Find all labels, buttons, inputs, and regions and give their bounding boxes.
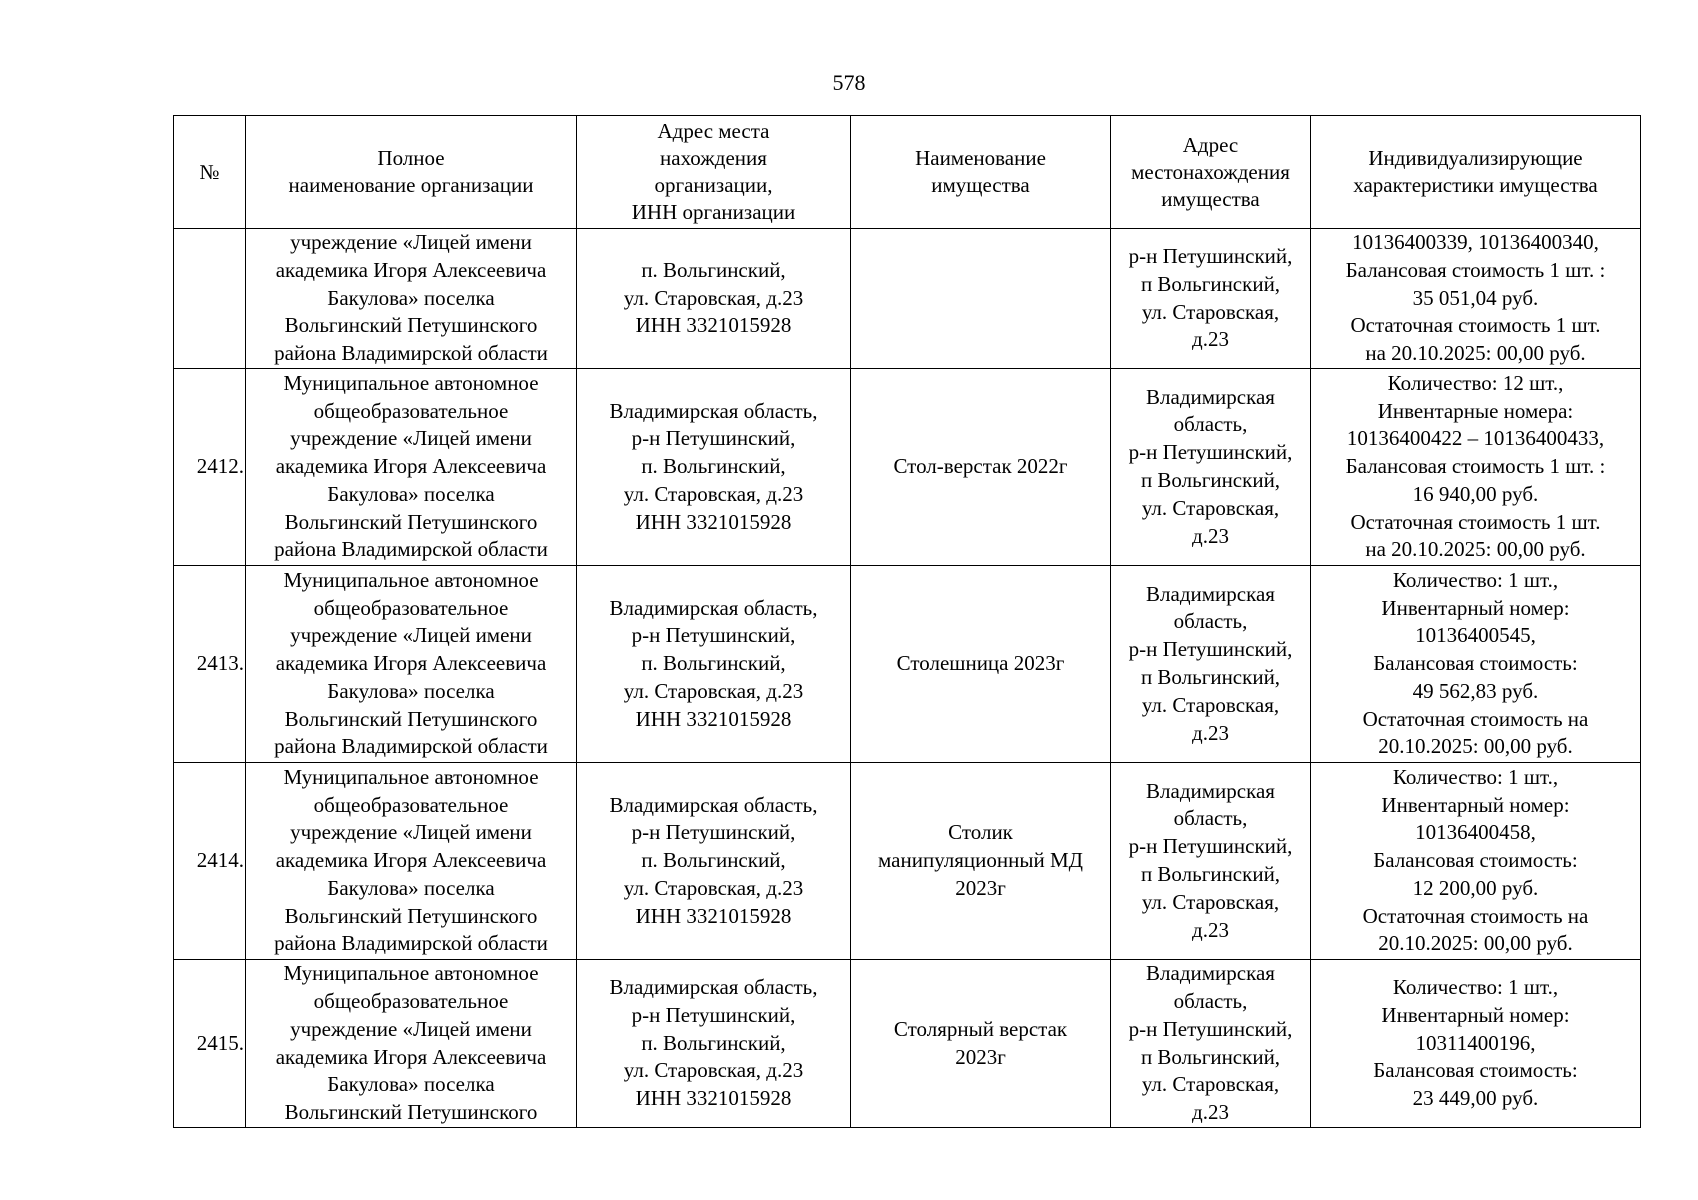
cell-line: нахождения [660, 146, 767, 170]
cell-line: область, [1173, 988, 1248, 1013]
cell-line: р-н Петушинский, [631, 426, 796, 451]
cell-line: д.23 [1192, 327, 1229, 352]
row-number: 2412. [174, 369, 246, 566]
organization-name-cell [246, 229, 577, 369]
organization-name-cell [246, 369, 577, 566]
cell-line: Остаточная стоимость на [1362, 706, 1589, 731]
cell-line: п. Вольгинский, [641, 848, 786, 873]
cell-line: ул. Старовская, [1141, 495, 1280, 520]
cell-line: манипуляционный МД [878, 848, 1083, 873]
cell-line: ИНН 3321015928 [635, 1086, 792, 1111]
property-registry-table [173, 115, 1641, 1128]
cell-line: учреждение «Лицей имени [290, 623, 532, 648]
cell-line: п Вольгинский, [1140, 1044, 1281, 1069]
cell-line: Владимирская [1146, 581, 1275, 606]
cell-line: Количество: 1 шт., [1392, 567, 1559, 592]
cell-line: Балансовая стоимость: [1373, 1058, 1578, 1083]
cell-line: 12 200,00 руб. [1412, 875, 1539, 900]
organization-address-cell [577, 763, 851, 960]
row-number [174, 229, 246, 369]
cell-line: учреждение «Лицей имени [290, 1016, 532, 1041]
cell-line: учреждение «Лицей имени [290, 820, 532, 845]
characteristics-cell [1311, 960, 1641, 1128]
row-number: 2413. [174, 566, 246, 763]
cell-line: Вольгинский Петушинского [284, 903, 538, 928]
cell-line: п. Вольгинский, [641, 1030, 786, 1055]
cell-line: Владимирская [1146, 384, 1275, 409]
cell-line: района Владимирской области [274, 341, 548, 366]
property-address-cell [1111, 763, 1311, 960]
cell-line: Вольгинский Петушинского [284, 509, 538, 534]
cell-line: ул. Старовская, д.23 [623, 1058, 804, 1083]
cell-line: д.23 [1192, 917, 1229, 942]
cell-line: организации, [654, 173, 773, 197]
cell-line: 10136400545, [1415, 623, 1536, 648]
cell-line: Индивидуализирующие [1368, 146, 1583, 170]
characteristics-cell [1311, 369, 1641, 566]
cell-line: Муниципальное автономное [283, 961, 539, 986]
table-row [174, 229, 1641, 369]
cell-line: ул. Старовская, [1141, 299, 1280, 324]
property-name-cell [851, 763, 1111, 960]
cell-line: Бакулова» поселка [327, 1072, 495, 1097]
table-row [174, 960, 1641, 1128]
property-name-cell [851, 960, 1111, 1128]
cell-line: ИНН 3321015928 [635, 313, 792, 338]
cell-line: Муниципальное автономное [283, 370, 539, 395]
cell-line: область, [1173, 412, 1248, 437]
characteristics-cell [1311, 229, 1641, 369]
cell-line: п Вольгинский, [1140, 271, 1281, 296]
cell-line: Бакулова» поселка [327, 481, 495, 506]
cell-line: Инвентарные номера: [1377, 398, 1574, 423]
cell-line: Балансовая стоимость 1 шт. : [1345, 454, 1606, 479]
cell-line: Стол-верстак 2022г [893, 454, 1068, 479]
row-number: 2415. [174, 960, 246, 1128]
organization-name-cell [246, 763, 577, 960]
cell-line: 20.10.2025: 00,00 руб. [1378, 931, 1573, 956]
cell-line: академика Игоря Алексеевича [275, 1044, 547, 1069]
cell-line: района Владимирской области [274, 537, 548, 562]
cell-line: 10311400196, [1415, 1030, 1536, 1055]
header-property-address [1111, 116, 1311, 229]
cell-line: Муниципальное автономное [283, 764, 539, 789]
cell-line: Полное [377, 146, 445, 170]
cell-line: общеобразовательное [313, 988, 509, 1013]
header-row [174, 116, 1641, 229]
cell-line: Адрес [1182, 132, 1239, 157]
cell-line: р-н Петушинский, [1128, 637, 1293, 662]
cell-line: общеобразовательное [313, 792, 509, 817]
cell-line: р-н Петушинский, [1128, 440, 1293, 465]
organization-address-cell [577, 960, 851, 1128]
cell-line: п. Вольгинский, [641, 257, 786, 282]
row-number: 2414. [174, 763, 246, 960]
cell-line: учреждение «Лицей имени [290, 230, 532, 254]
property-name-cell [851, 229, 1111, 369]
cell-line: Остаточная стоимость на [1362, 903, 1589, 928]
header-organization-address [577, 116, 851, 229]
cell-line: на 20.10.2025: 00,00 руб. [1365, 537, 1586, 562]
cell-line: учреждение «Лицей имени [290, 426, 532, 451]
cell-line: Владимирская область, [609, 975, 818, 999]
cell-line: Инвентарный номер: [1381, 1002, 1570, 1027]
cell-line: область, [1173, 609, 1248, 634]
cell-line: п Вольгинский, [1140, 862, 1281, 886]
cell-line: ул. Старовская, д.23 [623, 285, 804, 310]
cell-line: ул. Старовская, д.23 [623, 875, 804, 900]
cell-line: Владимирская [1146, 778, 1275, 803]
cell-line: 23 449,00 руб. [1412, 1086, 1539, 1111]
cell-line: Инвентарный номер: [1381, 792, 1570, 817]
cell-line: п. Вольгинский, [641, 454, 786, 479]
property-name-cell [851, 566, 1111, 763]
cell-line: Балансовая стоимость: [1373, 651, 1578, 676]
characteristics-cell [1311, 566, 1641, 763]
property-address-cell [1111, 369, 1311, 566]
header-organization-name [246, 116, 577, 229]
cell-line: р-н Петушинский, [1128, 1016, 1293, 1041]
cell-line: д.23 [1192, 523, 1229, 548]
cell-line: ул. Старовская, д.23 [623, 481, 804, 506]
cell-line: района Владимирской области [274, 734, 548, 759]
cell-line: ИНН 3321015928 [635, 706, 792, 731]
cell-line: Балансовая стоимость: [1373, 848, 1578, 873]
organization-name-cell [246, 960, 577, 1128]
cell-line: Остаточная стоимость 1 шт. [1350, 313, 1601, 338]
cell-line: д.23 [1192, 1100, 1229, 1125]
cell-line: Вольгинский Петушинского [284, 1100, 538, 1125]
cell-line: характеристики имущества [1353, 173, 1598, 197]
property-address-cell [1111, 229, 1311, 369]
cell-line: ул. Старовская, [1141, 692, 1280, 717]
cell-line: Бакулова» поселка [327, 678, 495, 703]
cell-line: ул. Старовская, [1141, 1072, 1280, 1097]
characteristics-cell [1311, 763, 1641, 960]
cell-line: № [199, 159, 220, 184]
cell-line: п Вольгинский, [1140, 665, 1281, 689]
cell-line: область, [1173, 806, 1248, 831]
cell-line: района Владимирской области [274, 931, 548, 956]
cell-line: Инвентарный номер: [1381, 595, 1570, 620]
cell-line: Вольгинский Петушинского [284, 706, 538, 731]
property-name-cell [851, 369, 1111, 566]
cell-line: Количество: 1 шт., [1392, 975, 1559, 999]
table-row [174, 566, 1641, 763]
cell-line: ИНН 3321015928 [635, 509, 792, 534]
cell-line: академика Игоря Алексеевича [275, 651, 547, 676]
cell-line: местонахождения [1131, 159, 1290, 184]
cell-line: Наименование [915, 146, 1046, 170]
header-number [174, 116, 246, 229]
cell-line: на 20.10.2025: 00,00 руб. [1365, 341, 1586, 366]
cell-line: р-н Петушинский, [1128, 834, 1293, 859]
cell-line: имущества [1161, 186, 1260, 211]
cell-line: д.23 [1192, 720, 1229, 745]
cell-line: Столешница 2023г [896, 651, 1065, 676]
cell-line: р-н Петушинский, [1128, 243, 1293, 268]
organization-address-cell [577, 566, 851, 763]
cell-line: 2023г [955, 875, 1006, 900]
page-number: 578 [832, 70, 866, 95]
cell-line: Столик [948, 820, 1013, 845]
cell-line: Муниципальное автономное [283, 567, 539, 592]
cell-line: р-н Петушинский, [631, 623, 796, 648]
cell-line: Бакулова» поселка [327, 875, 495, 900]
cell-line: р-н Петушинский, [631, 1002, 796, 1027]
property-address-cell [1111, 566, 1311, 763]
cell-line: р-н Петушинский, [631, 820, 796, 845]
cell-line: Остаточная стоимость 1 шт. [1350, 509, 1601, 534]
organization-address-cell [577, 229, 851, 369]
table-row [174, 763, 1641, 960]
cell-line: п Вольгинский, [1140, 468, 1281, 492]
cell-line: академика Игоря Алексеевича [275, 454, 547, 479]
cell-line: ул. Старовская, [1141, 889, 1280, 914]
header-property-characteristics [1311, 116, 1641, 229]
cell-line: ул. Старовская, д.23 [623, 678, 804, 703]
cell-line: Балансовая стоимость 1 шт. : [1345, 257, 1606, 282]
cell-line: 20.10.2025: 00,00 руб. [1378, 734, 1573, 759]
cell-line: Владимирская область, [609, 792, 818, 817]
table-row [174, 369, 1641, 566]
table-header [174, 116, 1641, 229]
cell-line: Владимирская область, [609, 398, 818, 423]
cell-line: имущества [931, 173, 1030, 197]
table-body [174, 229, 1641, 1128]
header-property-name [851, 116, 1111, 229]
cell-line: наименование организации [288, 173, 534, 197]
cell-line: Бакулова» поселка [327, 285, 495, 310]
organization-name-cell [246, 566, 577, 763]
cell-line: Количество: 12 шт., [1387, 370, 1564, 395]
cell-line: Количество: 1 шт., [1392, 764, 1559, 789]
cell-line: 10136400422 – 10136400433, [1346, 426, 1605, 451]
cell-line: 35 051,04 руб. [1412, 285, 1539, 310]
cell-line: Вольгинский Петушинского [284, 313, 538, 338]
cell-line: 49 562,83 руб. [1412, 678, 1539, 703]
cell-line: 2023г [955, 1044, 1006, 1069]
cell-line: 10136400458, [1415, 820, 1536, 845]
cell-line: 16 940,00 руб. [1412, 481, 1539, 506]
cell-line: ИНН 3321015928 [635, 903, 792, 928]
cell-line: академика Игоря Алексеевича [275, 257, 547, 282]
property-address-cell [1111, 960, 1311, 1128]
cell-line: Владимирская [1146, 961, 1275, 986]
cell-line: Владимирская область, [609, 595, 818, 620]
cell-line: Столярный верстак [893, 1016, 1068, 1041]
cell-line: общеобразовательное [313, 595, 509, 620]
cell-line: ИНН организации [631, 200, 796, 224]
cell-line: п. Вольгинский, [641, 651, 786, 676]
cell-line: академика Игоря Алексеевича [275, 848, 547, 873]
organization-address-cell [577, 369, 851, 566]
cell-line: 10136400339, 10136400340, [1352, 230, 1599, 254]
cell-line: общеобразовательное [313, 398, 509, 423]
cell-line: Адрес места [657, 119, 770, 143]
